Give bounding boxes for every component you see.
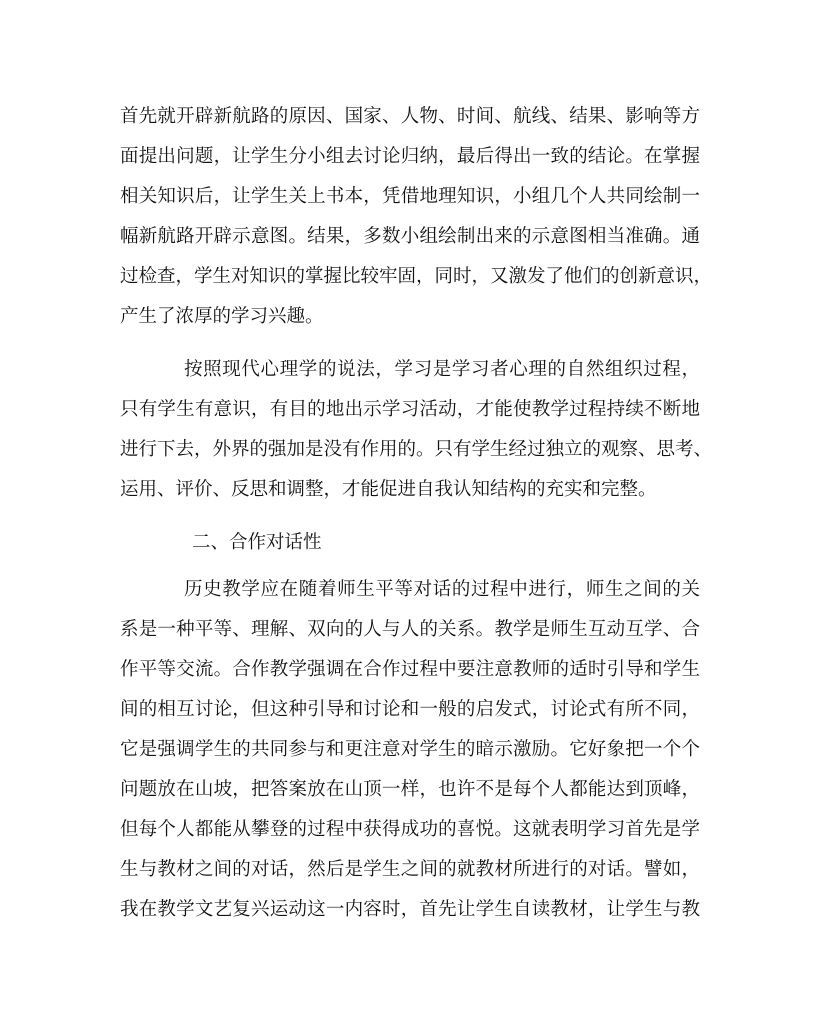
text-line: 它是强调学生的共同参与和更注意对学生的暗示激励。它好象把一个个: [120, 739, 700, 760]
text-line: 相关知识后，让学生关上书本，凭借地理知识，小组几个人共同绘制一: [120, 186, 700, 207]
text-line: 产生了浓厚的学习兴趣。: [120, 306, 324, 327]
section-heading: 二、合作对话性: [192, 532, 322, 553]
paragraph-first-line: 历史教学应在随着师生平等对话的过程中进行，师生之间的关: [184, 579, 700, 600]
text-line: 过检查，学生对知识的掌握比较牢固，同时，又激发了他们的创新意识，: [120, 266, 713, 287]
text-line: 生与教材之间的对话，然后是学生之间的就教材所进行的对话。譬如，: [120, 859, 700, 880]
text-line: 系是一种平等、理解、双向的人与人的关系。教学是师生互动互学、合: [120, 619, 700, 640]
text-line: 作平等交流。合作教学强调在合作过程中要注意教师的适时引导和学生: [120, 659, 700, 680]
text-line: 运用、评价、反思和调整，才能促进自我认知结构的充实和完整。: [120, 479, 657, 500]
text-line: 进行下去，外界的强加是没有作用的。只有学生经过独立的观察、思考、: [120, 439, 713, 460]
text-line: 间的相互讨论，但这种引导和讨论和一般的启发式，讨论式有所不同，: [120, 699, 700, 720]
text-line: 幅新航路开辟示意图。结果，多数小组绘制出来的示意图相当准确。通: [120, 226, 700, 247]
text-line: 但每个人都能从攀登的过程中获得成功的喜悦。这就表明学习首先是学: [120, 819, 700, 840]
text-line: 只有学生有意识，有目的地出示学习活动，才能使教学过程持续不断地: [120, 399, 700, 420]
text-line: 面提出问题，让学生分小组去讨论归纳，最后得出一致的结论。在掌握: [120, 146, 700, 167]
paragraph-first-line: 按照现代心理学的说法，学习是学习者心理的自然组织过程，: [184, 359, 700, 380]
text-line: 问题放在山坡，把答案放在山顶一样，也许不是每个人都能达到顶峰，: [120, 779, 700, 800]
text-line: 首先就开辟新航路的原因、国家、人物、时间、航线、结果、影响等方: [120, 106, 700, 127]
text-line: 我在教学文艺复兴运动这一内容时，首先让学生自读教材，让学生与教: [120, 899, 700, 920]
